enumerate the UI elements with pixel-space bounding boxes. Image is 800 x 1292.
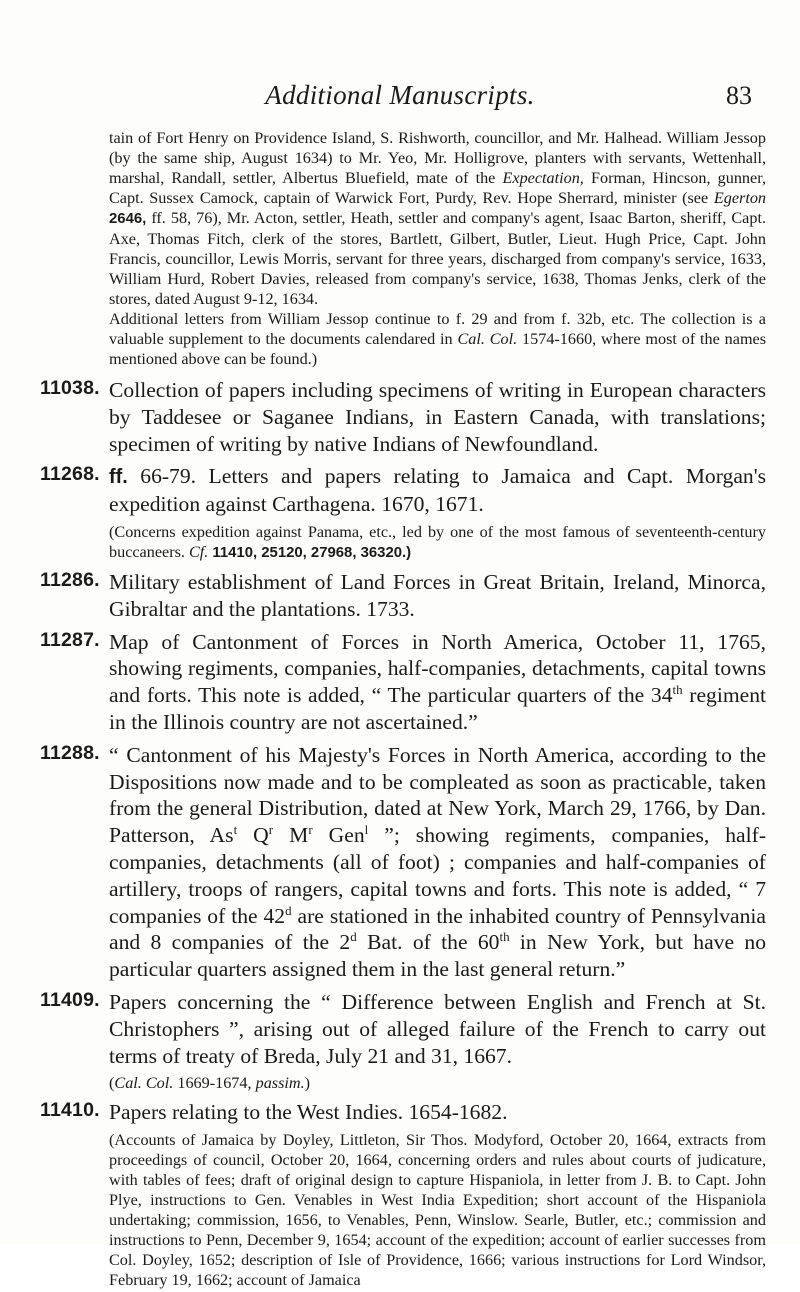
entry-number: 11268. [40,463,100,486]
entry-title: Papers concerning the “ Difference between English and French at St. Christophers ”, arising out of alleged failure of the French to carry out terms of treaty of Breda, July 21 and 31, 1667. [109,989,766,1068]
egerton-ref: Egerton [713,189,767,207]
intro-paragraph: tain of Fort Henry on Providence Island, S. Rishworth, councillor, and Mr. Halhead. William Jessop (by the same ship, August 1634) to Mr. Yeo, Mr. Holligrove, planters with servants, Wettenhall, marshal, Randall, settler, Albertus Bluefield, mate of the Expectation, Forman, Hincson, gunner, Capt. Sussex Camock, captain of Warwick Fort, Purdy, Rev. Hope Sherrard, minister (see Egerton 2646, ff. 58, 76), Mr. Acton, settler, Heath, settler and company's agent, Isaac Barton, sheriff, Capt. Axe, Thomas Fitch, clerk of the stores, Bartlett, Gilbert, Butler, Lieut. Hugh Price, Capt. John Francis, councillor, Lewis Morris, servant for three years, discharged from company's service, 1633, William Hurd, Robert Davies, released from company's service, 1638, Thomas Jenks, clerk of the stores, dated August 9-12, 1634. [109,129,767,308]
entry-11286 [40,568,766,623]
entry-number: 11288. [40,741,100,764]
entry-note: (Concerns expedition against Panama, etc., led by one of the most famous of seventeenth-century buccaneers. Cf. 11410, 25120, 27968, 36320.) [109,522,766,561]
entry-title: ff. 66-79. Letters and papers relating to Jamaica and Capt. Morgan's expedition against Carthagena. 1670, 1671. [109,464,767,517]
entry-title: “ Cantonment of his Majesty's Forces in North America, according to the Dispositions now made and to be compleated as soon as practicable, taken from the general Distribution, dated at New York, March 29, 1766, by Dan. Patterson, As$^t$ $Q^r$ $M^r$ Gen$^l$ ”; showing regiments, companies, half-companies, detachments (all of foot) ; companies and half-companies of artillery, troops of rangers, capital towns and forts. This note is added, “ 7 companies of the 42$^d$ are stationed in the inhabited country of Pennsylvania and 8 companies of the 2$^d$ Bat. of the 60th in New York, but have no particular quarters assigned them in the last general return.” [109,742,767,982]
entry-number: 11287. [40,628,100,651]
entry-note: (Cal. Col. 1669-1674, passim.) [109,1074,311,1093]
running-head [40,80,760,116]
entry-title: Collection of papers including specimens of writing in European characters by Taddesee or Saganee Indians, in Eastern Canada, with translations; specimen of writing by native Indians of Newfoundland. [109,378,766,456]
entry-number: 11409. [40,988,100,1011]
entry-title: Papers relating to the West Indies. 1654-1682. [109,1100,508,1125]
entry-title: Military establishment of Land Forces in Great Britain, Ireland, Minorca, Gibraltar and the plantations. 1733. [109,569,766,621]
entry-number: 11038. [40,377,100,399]
entry-11038 [40,377,766,457]
entry-11287 [40,628,766,736]
entry-note: (Accounts of Jamaica by Doyley, Littleton, Sir Thos. Modyford, October 20, 1664, extracts from proceedings of council, October 20, 1664, concerning orders and rules about courts of judicature, with tables of fees; draft of original design to capture Hispaniola, in letter from J. B. to Capt. John Plye, instructions to Gen. Venables in West India Expedition; short account of the Hispaniola undertaking; commission, 1656, to Venables, Penn, Winslow. Searle, Butler, etc.; commission and instructions to Penn, December 9, 1654; account of the expedition; account of earlier successes from Col. Doyley, 1652; description of Isle of Providence, 1666; various instructions for Lord Windsor, February 19, 1662; account of Jamaica [109,1131,766,1290]
entry-11409 [40,988,766,1093]
entry-11410 [40,1099,766,1290]
entry-number: 11286. [40,568,100,591]
intro-paragraph-2: Additional letters from William Jessop continue to f. 29 and from f. 32b, etc. The collection is a valuable supplement to the documents calendared in Cal. Col. 1574-1660, where most of the names mentioned above can be found.) [109,310,767,368]
ship-name: Expectation, [502,169,584,187]
page-content [40,128,767,1292]
running-title: Additional Manuscripts. [265,80,535,110]
entry-title: Map of Cantonment of Forces in North America, October 11, 1765, showing regiments, companies, half-companies, detachments, capital towns and forts. This note is added, “ The particular quarters of the 34th regiment in the Illinois country are not ascertained.” [109,629,766,734]
entry-number: 11410. [40,1099,100,1122]
page-number: 83 [726,81,752,110]
entry-11268 [40,463,767,563]
entry-11288 [40,741,767,983]
